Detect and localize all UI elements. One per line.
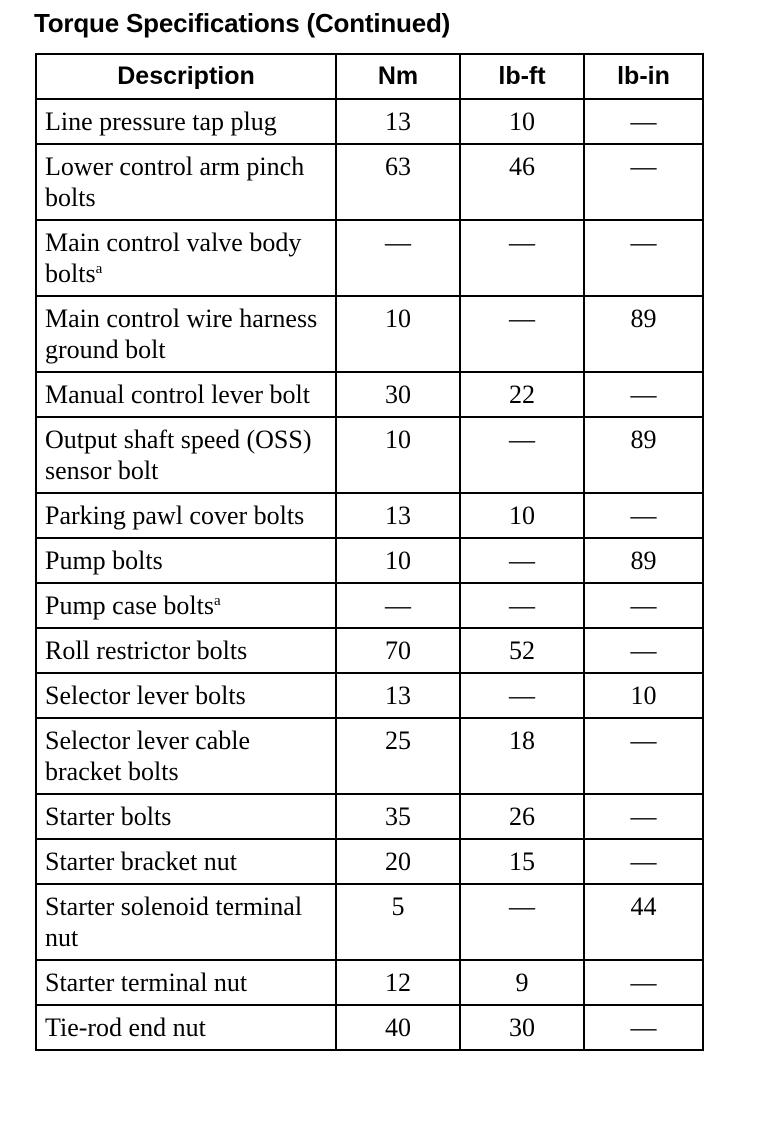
description-text: Pump bolts <box>45 546 163 575</box>
description-cell <box>36 417 336 493</box>
lb-ft-cell: — <box>460 583 584 628</box>
description-cell <box>36 884 336 960</box>
nm-cell: 12 <box>336 960 460 1005</box>
header-description: Description <box>36 54 336 99</box>
lb-in-cell: — <box>584 493 703 538</box>
header-row <box>36 54 703 99</box>
table-row <box>36 220 703 296</box>
nm-cell: 10 <box>336 417 460 493</box>
table-row <box>36 583 703 628</box>
lb-in-cell: — <box>584 628 703 673</box>
lb-ft-cell: 46 <box>460 144 584 220</box>
description-text: Starter bolts <box>45 802 172 831</box>
lb-ft-cell: 15 <box>460 839 584 884</box>
lb-in-cell: 89 <box>584 538 703 583</box>
description-text: Manual control lever bolt <box>45 380 310 409</box>
lb-ft-cell: 10 <box>460 99 584 144</box>
lb-ft-cell: 52 <box>460 628 584 673</box>
description-cell <box>36 628 336 673</box>
nm-cell: 13 <box>336 493 460 538</box>
table-row <box>36 884 703 960</box>
nm-cell: — <box>336 220 460 296</box>
lb-in-cell: — <box>584 220 703 296</box>
nm-cell: 70 <box>336 628 460 673</box>
nm-cell: 5 <box>336 884 460 960</box>
lb-ft-cell: 10 <box>460 493 584 538</box>
table-row <box>36 296 703 372</box>
header-lb-in: lb-in <box>584 54 703 99</box>
description-text: Pump case bolts <box>45 591 214 620</box>
lb-in-cell: — <box>584 839 703 884</box>
table-body <box>36 99 703 1050</box>
lb-ft-cell: 18 <box>460 718 584 794</box>
nm-cell: 10 <box>336 538 460 583</box>
lb-ft-cell: — <box>460 538 584 583</box>
nm-cell: 13 <box>336 673 460 718</box>
description-text: Starter terminal nut <box>45 968 248 997</box>
lb-in-cell: — <box>584 1005 703 1050</box>
lb-in-cell: 89 <box>584 417 703 493</box>
description-text: Starter bracket nut <box>45 847 238 876</box>
lb-ft-cell: 30 <box>460 1005 584 1050</box>
table-row <box>36 417 703 493</box>
table-row <box>36 372 703 417</box>
nm-cell: 20 <box>336 839 460 884</box>
table-row <box>36 839 703 884</box>
lb-in-cell: — <box>584 99 703 144</box>
description-cell <box>36 538 336 583</box>
lb-in-cell: — <box>584 960 703 1005</box>
lb-in-cell: — <box>584 718 703 794</box>
description-cell <box>36 493 336 538</box>
description-cell <box>36 673 336 718</box>
nm-cell: 63 <box>336 144 460 220</box>
description-cell <box>36 372 336 417</box>
lb-in-cell: 44 <box>584 884 703 960</box>
table-row <box>36 99 703 144</box>
table-row <box>36 144 703 220</box>
page-title: Torque Specifications (Continued) <box>34 8 451 38</box>
lb-ft-cell: — <box>460 417 584 493</box>
lb-in-cell: — <box>584 794 703 839</box>
description-text: Lower control arm pinch bolts <box>45 152 305 212</box>
lb-ft-cell: 26 <box>460 794 584 839</box>
footnote-marker: a <box>214 593 221 609</box>
nm-cell: — <box>336 583 460 628</box>
lb-ft-cell: 22 <box>460 372 584 417</box>
nm-cell: 35 <box>336 794 460 839</box>
description-cell <box>36 794 336 839</box>
torque-spec-table <box>35 53 704 1051</box>
description-text: Roll restrictor bolts <box>45 636 248 665</box>
table-row <box>36 673 703 718</box>
description-cell <box>36 583 336 628</box>
footnote-marker: a <box>95 261 103 277</box>
description-text: Starter solenoid terminal nut <box>45 892 303 952</box>
description-text: Parking pawl cover bolts <box>45 501 305 530</box>
lb-ft-cell: — <box>460 296 584 372</box>
description-cell <box>36 296 336 372</box>
lb-in-cell: — <box>584 144 703 220</box>
lb-in-cell: — <box>584 372 703 417</box>
lb-in-cell: 89 <box>584 296 703 372</box>
table-row <box>36 1005 703 1050</box>
header-lb-ft: lb-ft <box>460 54 584 99</box>
header-nm: Nm <box>336 54 460 99</box>
nm-cell: 13 <box>336 99 460 144</box>
table-row <box>36 538 703 583</box>
lb-in-cell: — <box>584 583 703 628</box>
description-text: Selector lever bolts <box>45 681 246 710</box>
description-cell <box>36 99 336 144</box>
description-cell <box>36 144 336 220</box>
lb-ft-cell: — <box>460 673 584 718</box>
description-text: Selector lever cable bracket bolts <box>45 726 250 786</box>
description-cell <box>36 839 336 884</box>
table-row <box>36 794 703 839</box>
table-row <box>36 718 703 794</box>
nm-cell: 30 <box>336 372 460 417</box>
description-text: Main control valve body bolts <box>45 228 302 288</box>
description-text: Main control wire harness ground bolt <box>45 304 318 364</box>
nm-cell: 10 <box>336 296 460 372</box>
nm-cell: 25 <box>336 718 460 794</box>
description-cell <box>36 718 336 794</box>
table-row <box>36 628 703 673</box>
lb-ft-cell: 9 <box>460 960 584 1005</box>
lb-ft-cell: — <box>460 884 584 960</box>
lb-in-cell: 10 <box>584 673 703 718</box>
table-header <box>36 54 703 99</box>
nm-cell: 40 <box>336 1005 460 1050</box>
description-cell <box>36 1005 336 1050</box>
table-row <box>36 493 703 538</box>
lb-ft-cell: — <box>460 220 584 296</box>
table-row <box>36 960 703 1005</box>
description-text: Line pressure tap plug <box>45 107 277 136</box>
description-text: Output shaft speed (OSS) sensor bolt <box>45 425 312 485</box>
description-cell <box>36 220 336 296</box>
description-cell <box>36 960 336 1005</box>
description-text: Tie-rod end nut <box>45 1013 206 1042</box>
